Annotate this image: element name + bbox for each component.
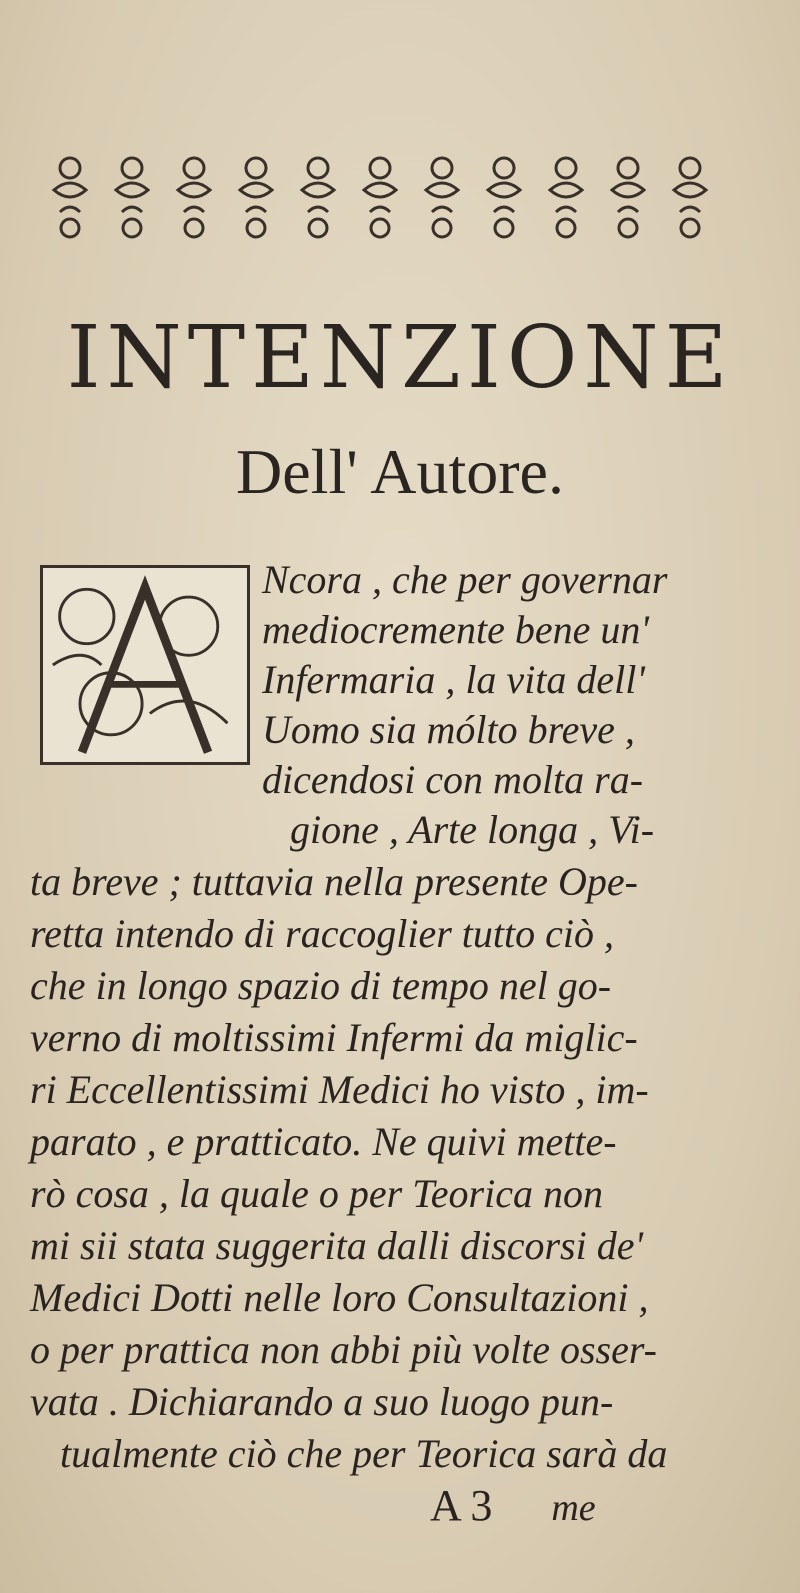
text-line: tualmente ciò che per Teorica sarà da [60,1431,668,1476]
fleuron-band-icon [40,150,760,240]
text-line: Uomo sia mólto breve , [262,707,635,752]
text-line: ri Eccellentissimi Medici ho visto , im- [30,1067,649,1112]
text-line: Ncora , che per governar [262,557,668,602]
text-line: rò cosa , la quale o per Teorica non [30,1171,603,1216]
text-line: mediocremente bene un' [262,607,649,652]
signature-mark: A 3 [430,1481,493,1530]
text-line: dicendosi con molta ra- [262,757,644,802]
catchword: me [551,1487,596,1529]
woodcut-initial-A-icon [40,565,250,765]
text-line: verno di moltissimi Infermi da miglic- [30,1015,638,1060]
text-line: che in longo spazio di tempo nel go- [30,963,612,1008]
page-footer [430,1480,596,1531]
text-line: Infermaria , la vita dell' [262,657,645,702]
text-line: vata . Dichiarando a suo luogo pun- [30,1379,614,1424]
text-line: ta breve ; tuttavia nella presente Ope- [30,859,638,904]
text-line: Medici Dotti nelle loro Consultazioni , [30,1275,649,1320]
text-line: gione , Arte longa , Vi- [290,807,655,852]
page-title: INTENZIONE [66,308,734,408]
text-line: parato , e pratticato. Ne quivi mette- [30,1119,617,1164]
text-line: retta intendo di raccoglier tutto ciò , [30,911,614,956]
text-line: mi sii stata suggerita dalli discorsi de' [30,1223,644,1268]
page-subtitle: Dell' Autore. [236,436,564,507]
text-line: o per prattica non abbi più volte osser- [30,1327,657,1372]
